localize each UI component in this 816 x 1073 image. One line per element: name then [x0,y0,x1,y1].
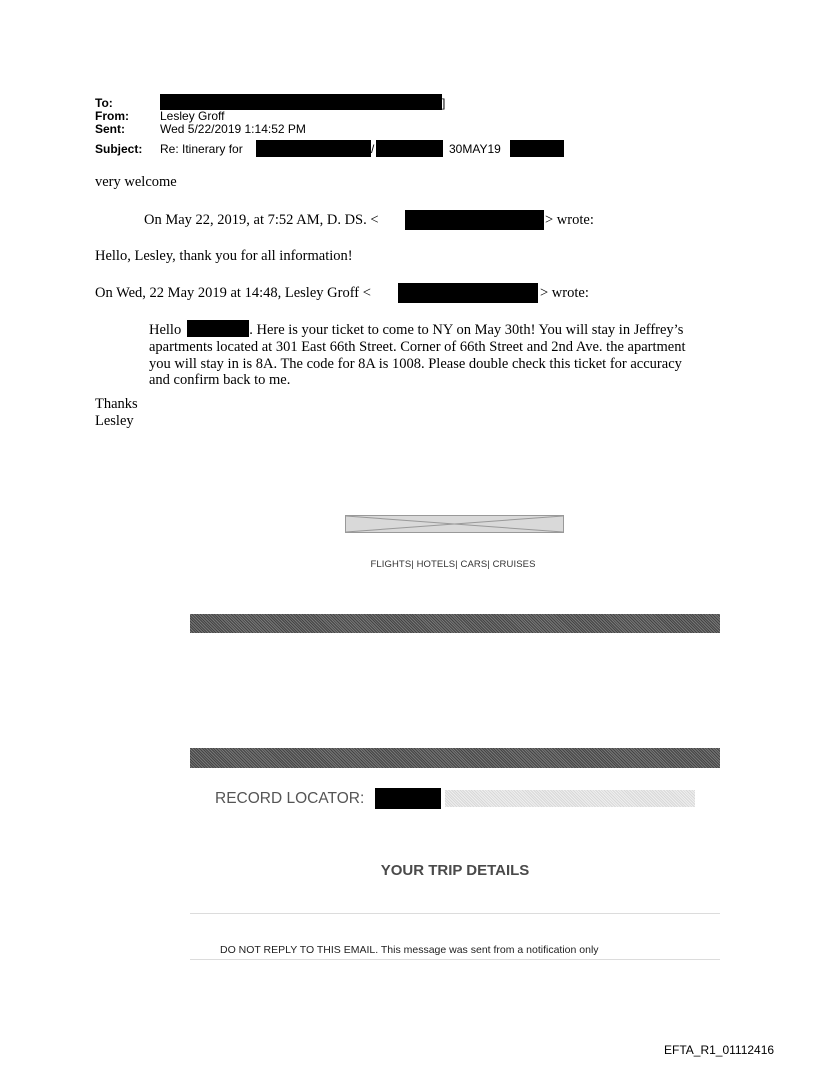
quote2-wrote: > wrote: [540,285,589,301]
redaction-to [160,94,442,110]
subject-prefix: Re: Itinerary for [160,142,243,156]
divider-top [190,913,720,914]
message-paragraph [149,320,689,389]
nav-links[interactable]: FLIGHTS| HOTELS| CARS| CRUISES [370,559,536,570]
subject-label: Subject: [95,142,143,156]
para-hello: Hello [149,322,182,338]
from-value: Lesley Groff [160,109,225,123]
quote1-wrote: > wrote: [545,212,594,228]
reply-text: very welcome [95,174,177,190]
sent-value: Wed 5/22/2019 1:14:52 PM [160,122,306,136]
redaction-email-1 [405,210,544,230]
dark-bar-top [190,614,720,633]
record-locator-field [445,790,695,807]
to-tail: ] [442,96,446,110]
para-text: . Here is your ticket to come to NY on May 30th! You will stay in Jeffrey’s apartments located at 301 East 66th Street. Corner of 66th Street and 2nd Ave. the apartment you will stay in is 8A. The code for 8A is 1008. Please double check this ticket for accuracy and confirm back to me. [149,322,686,389]
redaction-subject-3 [510,140,564,157]
quote2-intro: On Wed, 22 May 2019 at 14:48, Lesley Groff < [95,285,371,301]
redaction-subject-1 [256,140,371,157]
redaction-subject-2 [376,140,443,157]
page-id: EFTA_R1_01112416 [664,1043,775,1057]
broken-image-icon [346,516,563,532]
trip-details-heading: YOUR TRIP DETAILS [380,862,530,879]
subject-slash: / [371,142,375,156]
dark-bar-bottom [190,748,720,768]
signature: Lesley [95,413,134,429]
sent-label: Sent: [95,122,125,136]
quote1-intro: On May 22, 2019, at 7:52 AM, D. DS. < [144,212,379,228]
redaction-email-2 [398,283,538,303]
hello-line: Hello, Lesley, thank you for all information! [95,248,353,264]
record-locator-label: RECORD LOCATOR: [215,790,365,807]
banner-image-placeholder [345,515,564,533]
to-label: To: [95,96,113,110]
redaction-record-locator [375,788,441,809]
thanks-text: Thanks [95,396,138,412]
divider-bottom [190,959,720,960]
from-label: From: [95,109,129,123]
redaction-name [187,320,249,337]
footer-notice: DO NOT REPLY TO THIS EMAIL. This message was sent from a notification only [220,944,599,956]
subject-date: 30MAY19 [449,142,501,156]
